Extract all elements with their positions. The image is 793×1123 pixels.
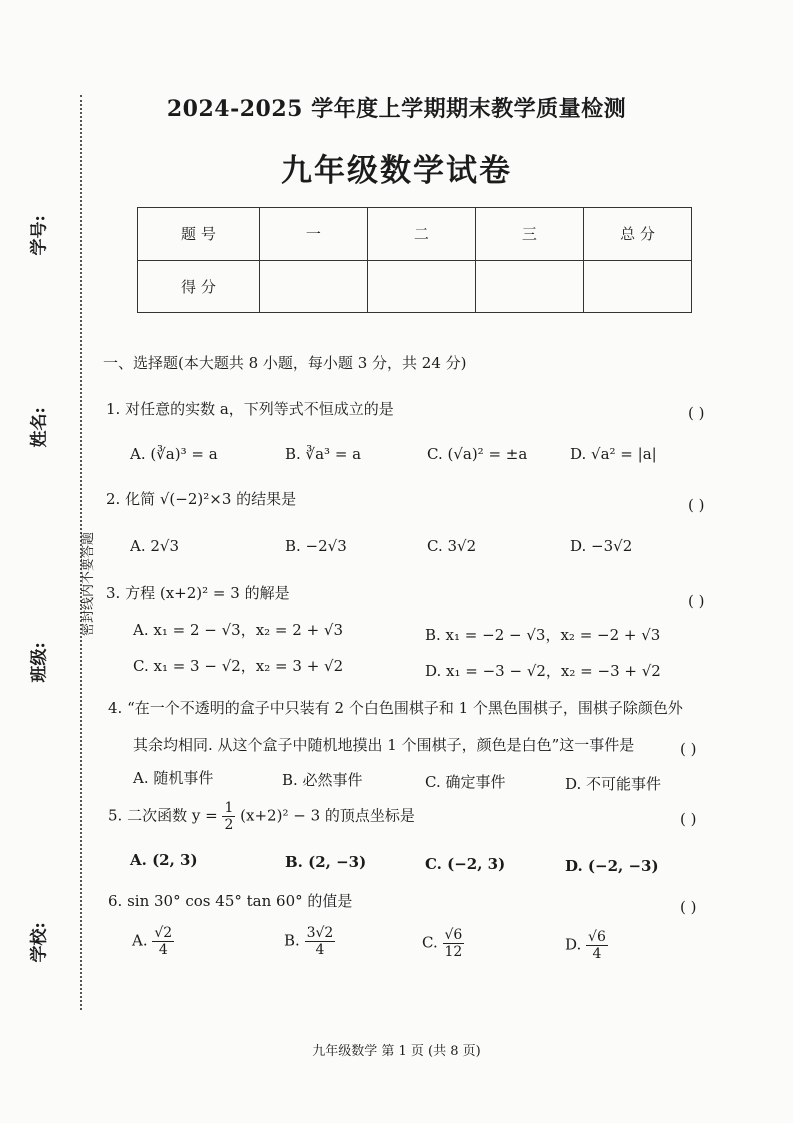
option-a: A. 2√3 <box>130 537 180 555</box>
option-c: C. (−2, 3) <box>425 855 506 873</box>
question-stem: 方程 (x+2)² = 3 的解是 <box>125 584 290 602</box>
option-b: B. ∛a³ = a <box>285 445 362 463</box>
score-input-total <box>583 260 691 313</box>
question-1 <box>106 398 394 419</box>
option-c <box>422 927 464 960</box>
question-number: 1. <box>106 400 121 418</box>
option-d: D. 不可能事件 <box>565 775 662 793</box>
question-stem: sin 30° cos 45° tan 60° 的值是 <box>127 892 353 910</box>
question-number: 6. <box>108 892 123 910</box>
option-d <box>565 929 608 962</box>
option-c: C. x₁ = 3 − √2，x₂ = 3 + √2 <box>133 657 344 675</box>
question-stem-end: (x+2)² − 3 的顶点坐标是 <box>240 806 415 825</box>
question-stem: 化简 √(−2)²×3 的结果是 <box>125 490 297 508</box>
option-fraction <box>443 927 465 960</box>
option-b: B. −2√3 <box>285 537 347 555</box>
fraction-denominator: 2 <box>224 817 234 834</box>
option-a: A. x₁ = 2 − √3，x₂ = 2 + √3 <box>133 621 344 639</box>
question-stem-start: 二次函数 y = <box>127 806 218 825</box>
option-d: D. −3√2 <box>570 537 633 555</box>
score-cell-score-label: 得 分 <box>138 260 260 313</box>
option-c: C. (√a)² = ±a <box>427 445 528 463</box>
student-name-label: 姓名: <box>29 407 50 448</box>
score-cell-question-no: 题 号 <box>138 208 260 261</box>
student-number-label: 学号: <box>29 215 50 256</box>
fraction-denominator: 4 <box>315 942 325 959</box>
fraction-denominator: 4 <box>592 946 602 963</box>
option-fraction <box>586 929 608 962</box>
fraction-denominator: 4 <box>158 942 168 959</box>
option-d: D. √a² = |a| <box>570 445 657 463</box>
question-2 <box>106 488 296 509</box>
fraction-numerator: √6 <box>444 927 463 943</box>
score-input-part-2 <box>367 260 475 313</box>
option-a <box>132 925 174 958</box>
score-cell-part-2: 二 <box>367 208 475 261</box>
section-title: 一、选择题(本大题共 8 小题，每小题 3 分，共 24 分) <box>103 354 467 372</box>
option-letter: D. <box>565 935 582 954</box>
option-fraction <box>305 925 336 958</box>
option-b: B. 必然事件 <box>282 771 363 789</box>
fraction-one-half <box>222 800 235 833</box>
question-number: 3. <box>106 584 121 602</box>
option-fraction <box>152 925 174 958</box>
answer-parentheses: ( ) <box>688 404 705 422</box>
option-c: C. 确定事件 <box>425 773 506 791</box>
score-table <box>137 207 692 313</box>
question-6 <box>108 890 352 911</box>
fraction-numerator: √2 <box>154 925 173 941</box>
answer-parentheses: ( ) <box>688 592 705 610</box>
answer-parentheses: ( ) <box>688 496 705 514</box>
class-label: 班级: <box>29 642 50 683</box>
exam-title: 2024-2025 学年度上学期期末教学质量检测 <box>166 96 627 122</box>
score-input-part-1 <box>259 260 367 313</box>
option-c: C. 3√2 <box>427 537 477 555</box>
option-a: A. (2, 3) <box>130 851 198 869</box>
question-5 <box>108 800 415 833</box>
question-number: 4. <box>108 699 123 717</box>
school-label: 学校: <box>29 922 50 963</box>
fraction-numerator: √6 <box>588 929 606 945</box>
option-b: B. (2, −3) <box>285 853 367 871</box>
option-b <box>284 925 335 958</box>
option-d: D. (−2, −3) <box>565 857 659 875</box>
option-letter: B. <box>284 931 300 950</box>
option-letter: A. <box>132 931 148 950</box>
answer-parentheses: ( ) <box>680 810 697 828</box>
seal-notice: 密封线内不要答题 <box>81 532 96 637</box>
fraction-numerator: 3√2 <box>306 925 334 941</box>
option-d: D. x₁ = −3 − √2，x₂ = −3 + √2 <box>425 662 661 680</box>
exam-subtitle: 九年级数学试卷 <box>281 153 512 189</box>
question-number: 2. <box>106 490 121 508</box>
question-number: 5. <box>108 806 123 825</box>
fraction-denominator: 12 <box>444 944 463 961</box>
answer-parentheses: ( ) <box>680 740 697 758</box>
option-letter: C. <box>422 933 438 952</box>
question-stem-line-1: “在一个不透明的盒子中只装有 2 个白色围棋子和 1 个黑色围棋子，围棋子除颜色外 <box>127 699 683 717</box>
score-table-score-row <box>138 260 692 313</box>
question-4 <box>108 697 683 718</box>
page-footer: 九年级数学 第 1 页 (共 8 页) <box>312 1044 481 1059</box>
score-cell-total: 总 分 <box>583 208 691 261</box>
fraction-numerator: 1 <box>224 800 234 816</box>
answer-parentheses: ( ) <box>680 898 697 916</box>
score-table-header-row <box>138 208 692 261</box>
option-a: A. (∛a)³ = a <box>130 445 218 463</box>
score-cell-part-3: 三 <box>475 208 583 261</box>
score-cell-part-1: 一 <box>259 208 367 261</box>
question-stem: 对任意的实数 a，下列等式不恒成立的是 <box>125 400 394 418</box>
score-input-part-3 <box>475 260 583 313</box>
option-a: A. 随机事件 <box>133 769 214 787</box>
question-3 <box>106 582 290 603</box>
option-b: B. x₁ = −2 − √3，x₂ = −2 + √3 <box>425 626 661 644</box>
question-4-line-2: 其余均相同. 从这个盒子中随机地摸出 1 个围棋子，颜色是白色”这一事件是 <box>133 736 635 754</box>
